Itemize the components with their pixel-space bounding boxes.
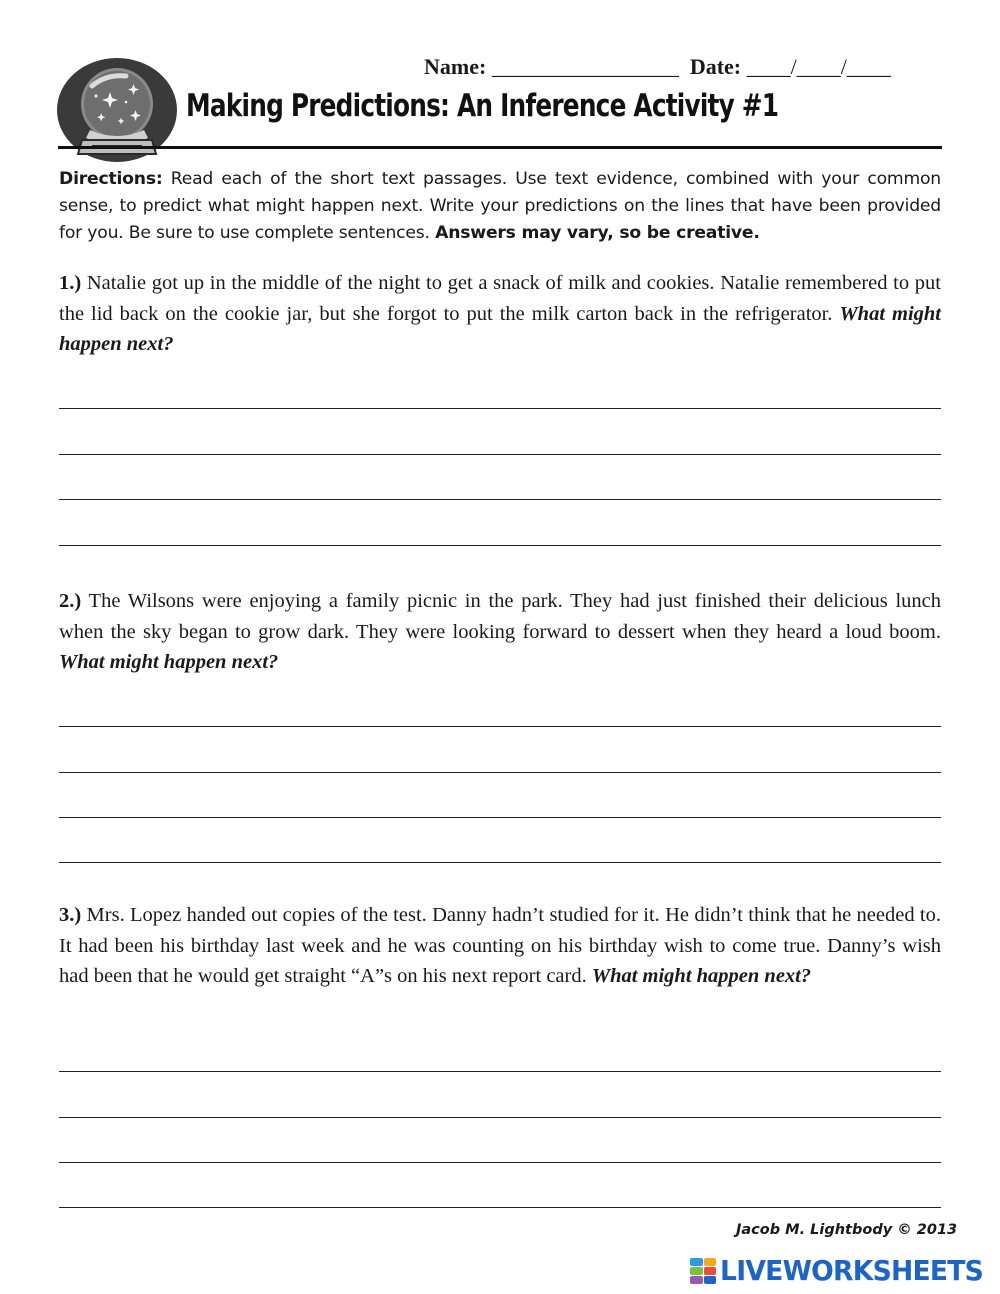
question-3 (59, 900, 941, 992)
answer-line[interactable] (59, 772, 941, 773)
answer-line[interactable] (59, 1162, 941, 1163)
answer-line[interactable] (59, 499, 941, 500)
question-prompt: What might happen next? (591, 965, 812, 987)
date-label: Date: (689, 54, 742, 79)
answer-line[interactable] (59, 862, 941, 863)
question-text: Mrs. Lopez handed out copies of the test. Danny hadn’t studied for it. He didn’t think that he needed to. It had been his birthday last week and he was counting on his birthday wish to come true. Danny’s wish had been that he would get straight “A”s on his next report card. (59, 904, 941, 987)
question-prompt: What might happen next? (59, 302, 941, 355)
copyright-credit: Jacob M. Lightbody © 2013 (736, 1222, 958, 1238)
directions-label: Directions: (59, 169, 163, 189)
page-title: Making Predictions: An Inference Activity #1 (186, 88, 779, 124)
name-label: Name: (424, 54, 487, 79)
directions-emphasis: Answers may vary, so be creative. (435, 223, 760, 243)
answer-line[interactable] (59, 1207, 941, 1208)
answer-line[interactable] (59, 454, 941, 455)
question-1 (59, 268, 941, 360)
directions-paragraph (59, 166, 941, 247)
question-number: 2.) (59, 590, 82, 612)
name-field[interactable]: _________________ (491, 54, 679, 79)
question-2 (59, 586, 941, 678)
answer-line[interactable] (59, 545, 941, 546)
answer-line[interactable] (59, 1117, 941, 1118)
question-text: Natalie got up in the middle of the night to get a snack of milk and cookies. Natalie remembered to put the lid back on the cookie jar, but she forgot to put the milk carton back in the refrigerator. (59, 272, 941, 325)
directions-text: Read each of the short text passages. Use text evidence, combined with your common sense, to predict what might happen next. Write your predictions on the lines that have been provided for you. Be sure to use complete sentences. (59, 169, 941, 243)
answer-line[interactable] (59, 408, 941, 409)
liveworksheets-logo[interactable] (690, 1254, 997, 1287)
answer-line[interactable] (59, 726, 941, 727)
question-number: 3.) (59, 904, 82, 926)
liveworksheets-icon (690, 1258, 716, 1284)
question-number: 1.) (59, 272, 82, 294)
answer-line[interactable] (59, 1071, 941, 1072)
title-divider (58, 146, 942, 149)
question-text: The Wilsons were enjoying a family picnic in the park. They had just finished their delicious lunch when the sky began to grow dark. They were looking forward to dessert when they heard a loud boom. (59, 590, 941, 643)
answer-line[interactable] (59, 817, 941, 818)
date-field[interactable]: ____/____/____ (746, 54, 891, 79)
name-date-header (424, 54, 891, 80)
liveworksheets-brand: LIVEWORKSHEETS (720, 1254, 984, 1287)
question-prompt: What might happen next? (59, 651, 279, 673)
